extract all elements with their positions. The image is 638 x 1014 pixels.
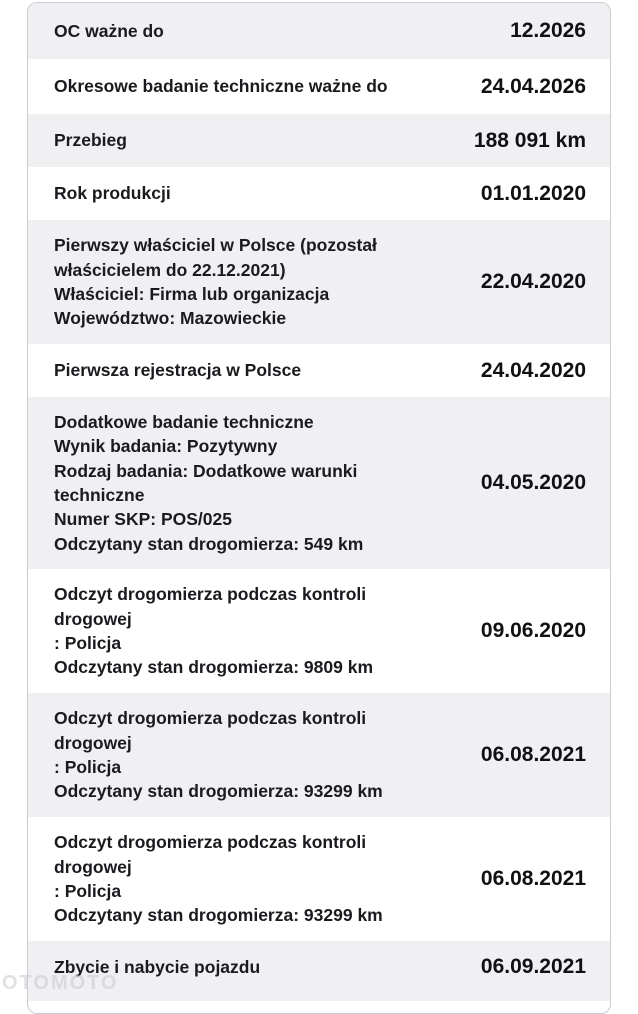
row-label-line: Odczytany stan drogomierza: 93299 km	[54, 905, 383, 926]
row-value: 188 091 km	[473, 128, 586, 152]
row-label-line: : Policja	[54, 633, 122, 653]
row-label-line: Zbycie i nabycie pojazdu	[54, 957, 261, 977]
row-label-line: Wynik badania: Pozytywny	[54, 436, 278, 457]
history-row	[28, 220, 610, 344]
row-label-line: Odczytany stan drogomierza: 93299 km	[54, 781, 383, 802]
row-label-line: OC ważne do	[54, 20, 164, 41]
history-row	[28, 114, 610, 167]
row-label-line: drogowej	[54, 856, 132, 877]
row-label-line: : Policja	[54, 757, 122, 777]
row-label	[54, 19, 439, 43]
row-label-line: Województwo: Mazowieckie	[54, 308, 287, 329]
row-value: 04.05.2020	[480, 471, 586, 494]
row-label	[54, 706, 439, 804]
row-label	[54, 410, 439, 556]
row-label	[54, 128, 439, 152]
row-label-line: Odczytany stan drogomierza: 9809 km	[54, 657, 373, 678]
history-row	[28, 344, 610, 397]
row-label-line: Odczyt drogomierza podczas kontroli	[54, 584, 367, 605]
row-label-line: drogowej	[54, 608, 132, 629]
row-value: 12.2026	[510, 19, 586, 42]
history-row	[28, 3, 610, 59]
row-label-line: Odczyt drogomierza podczas kontroli	[54, 832, 367, 853]
row-label	[54, 358, 439, 382]
row-value: 24.04.2026	[480, 74, 586, 98]
row-label-line: Odczyt drogomierza podczas kontroli	[54, 708, 367, 729]
row-label-line: Odczytany stan drogomierza: 549 km	[54, 533, 364, 554]
history-row	[28, 397, 610, 569]
row-label-line: Właściciel: Firma lub organizacja	[54, 284, 330, 304]
row-label-line: Okresowe badanie techniczne ważne do	[54, 76, 388, 97]
row-value: 06.09.2021	[480, 955, 586, 978]
vehicle-history-card	[27, 2, 611, 1014]
row-label-line: właścicielem do 22.12.2021)	[54, 259, 286, 280]
row-label	[54, 233, 439, 331]
row-label-line: techniczne	[54, 485, 145, 505]
row-label	[54, 582, 439, 680]
row-label	[54, 74, 439, 98]
row-label-line: : Policja	[54, 881, 122, 901]
watermark-logo: OTOMOTO	[2, 972, 119, 994]
row-value: 06.08.2021	[480, 743, 586, 766]
row-label-line: Rok produkcji	[54, 183, 171, 204]
row-value: 24.04.2020	[480, 358, 586, 382]
row-label-line: Przebieg	[54, 130, 127, 151]
row-label-line: Pierwsza rejestracja w Polsce	[54, 360, 302, 381]
history-row	[28, 569, 610, 693]
history-row	[28, 817, 610, 941]
row-value: 09.06.2020	[480, 619, 586, 642]
history-row	[28, 59, 610, 114]
row-label-line: Dodatkowe badanie techniczne	[54, 411, 314, 432]
row-label-line: Pierwszy właściciel w Polsce (pozostał	[54, 235, 377, 256]
history-row	[28, 693, 610, 817]
history-row	[28, 167, 610, 220]
row-label	[54, 830, 439, 928]
row-label-line: Numer SKP: POS/025	[54, 509, 232, 530]
row-label	[54, 181, 439, 205]
row-label-line: Rodzaj badania: Dodatkowe warunki	[54, 460, 358, 481]
row-value: 22.04.2020	[480, 270, 586, 293]
row-value: 01.01.2020	[480, 181, 586, 205]
row-value: 06.08.2021	[480, 867, 586, 890]
row-label-line: drogowej	[54, 732, 132, 753]
